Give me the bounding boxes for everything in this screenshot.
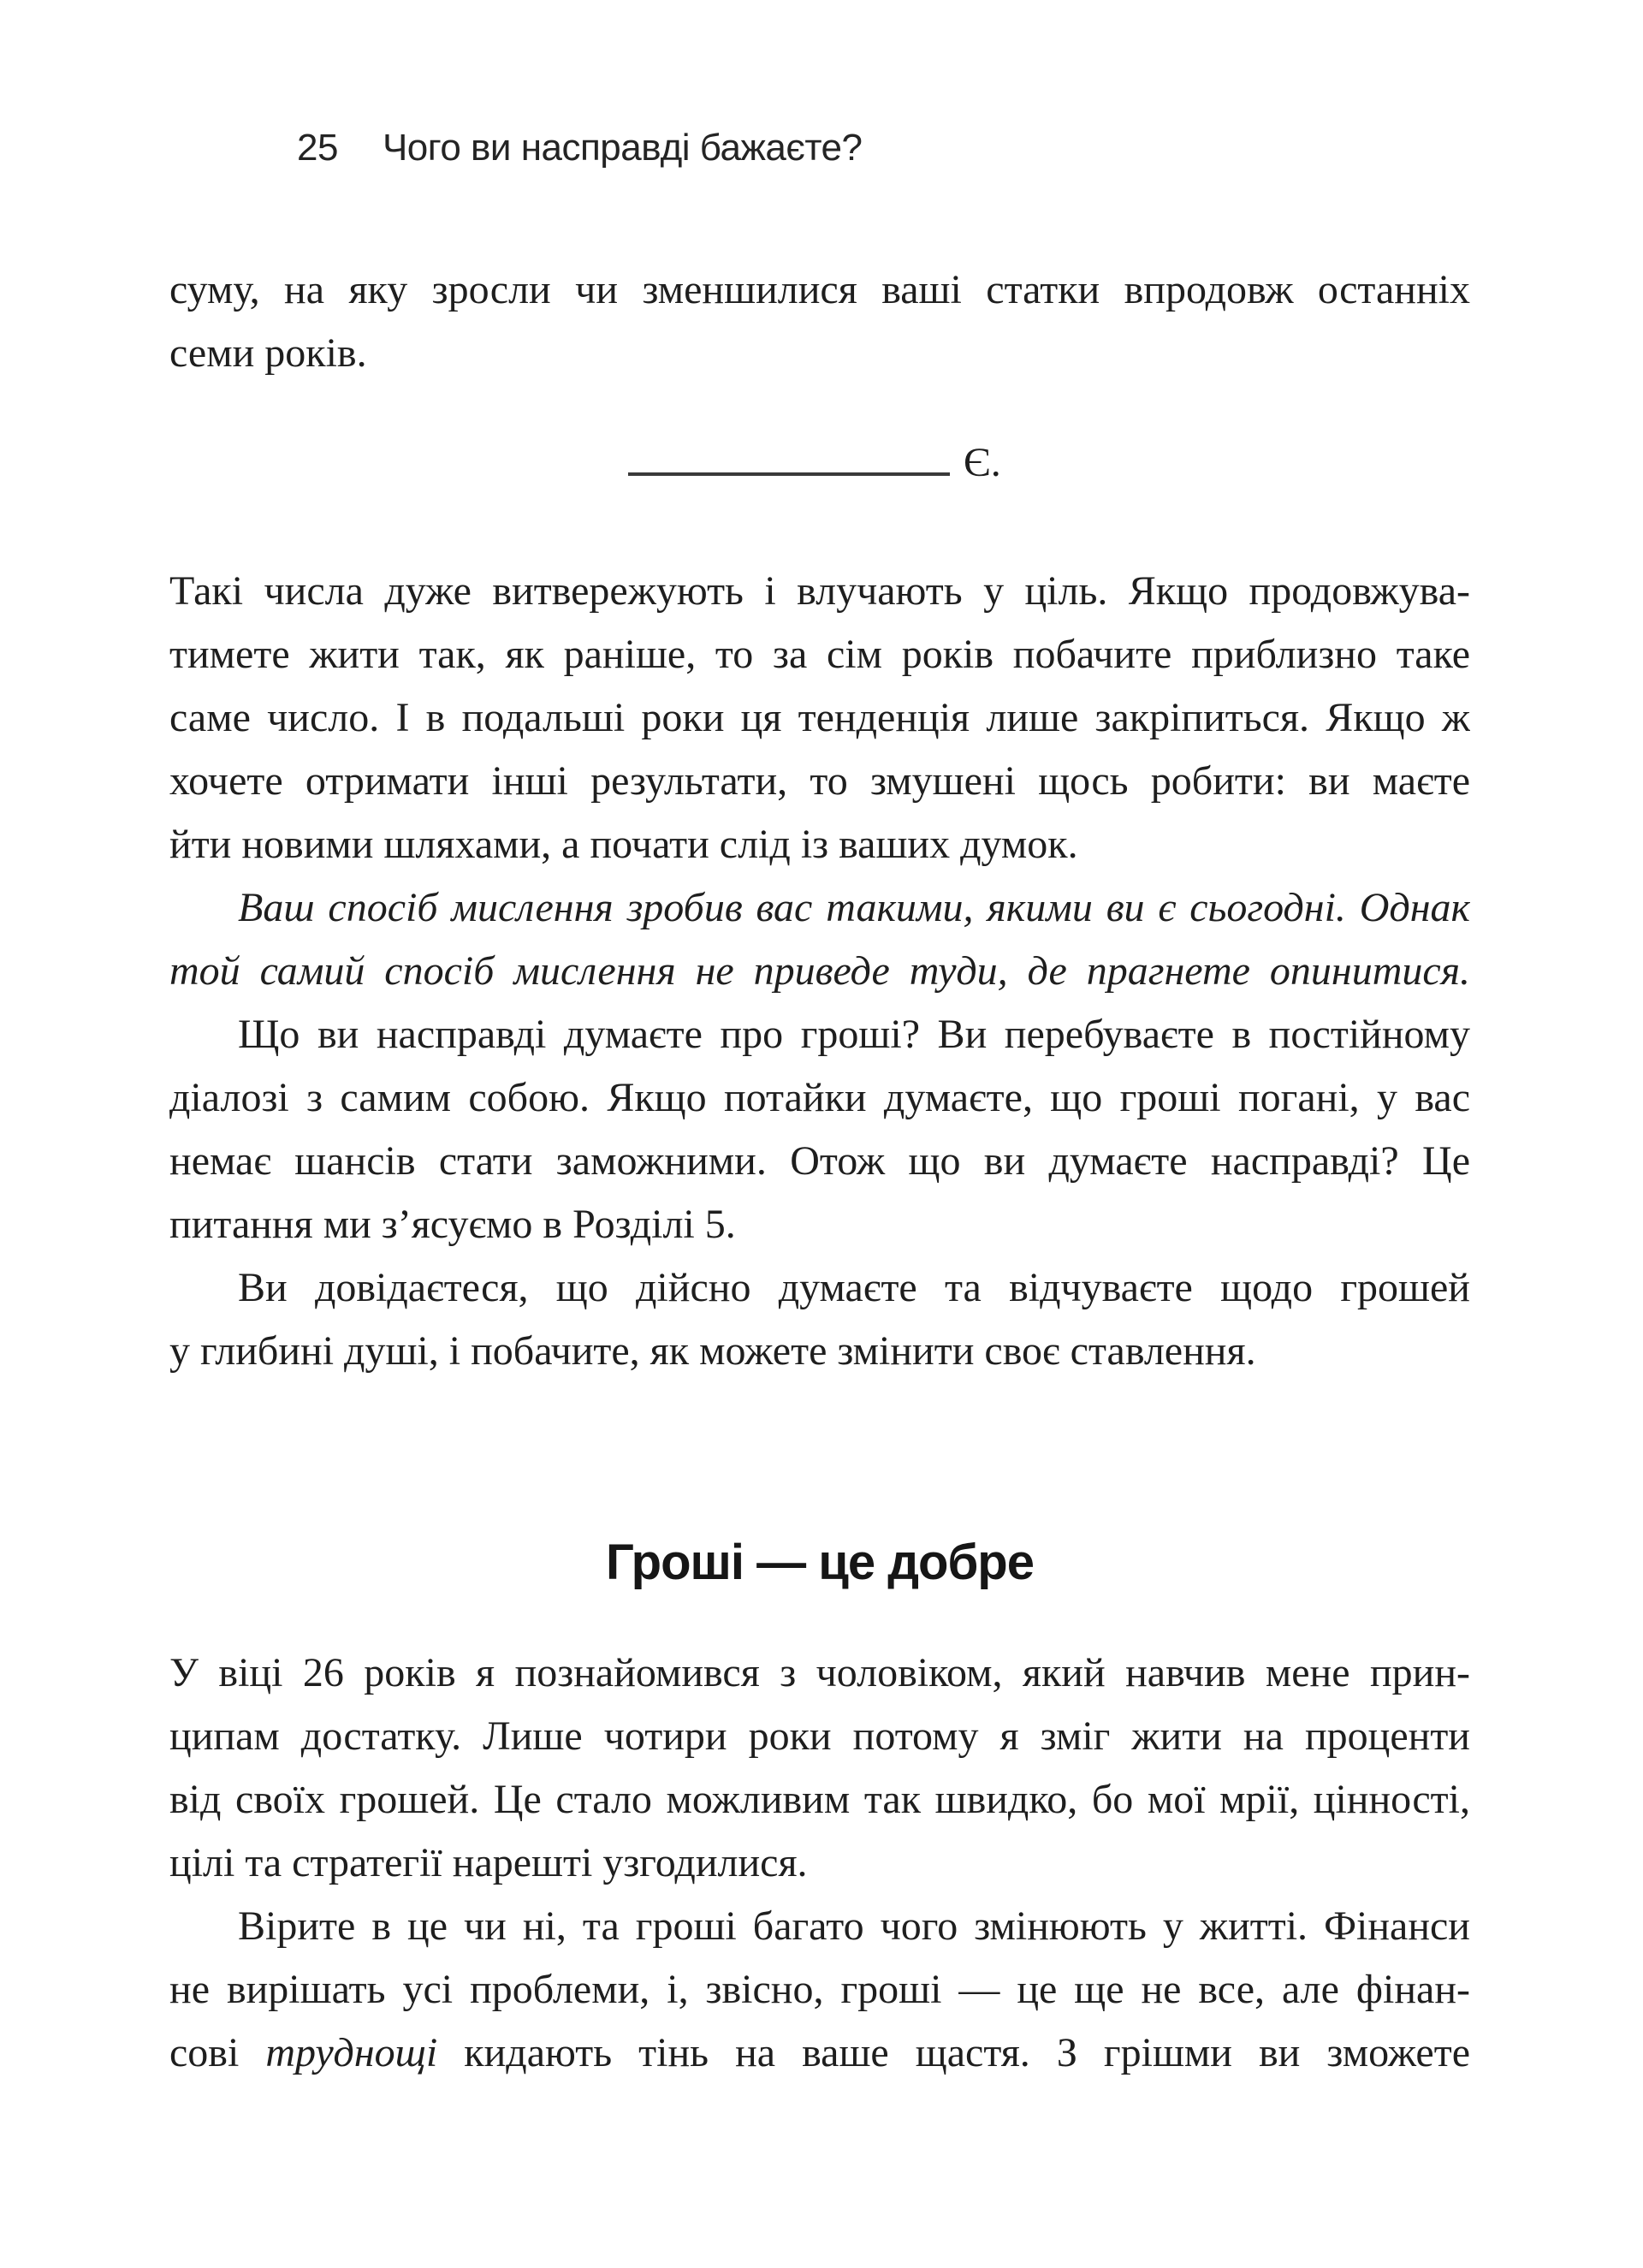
text-line: діалозі з самим собою. Якщо потайки думаєте, що гроші погані, у вас [169, 1075, 1470, 1120]
text-line: Ваш спосіб мислення зробив вас такими, якими ви є сьогодні. Однак [238, 885, 1470, 930]
paragraph [169, 1003, 1470, 1256]
text-line: Вірите в це чи ні, та гроші багато чого змінюють у житті. Фінанси [238, 1903, 1470, 1949]
section-heading: Гроші — це добре [606, 1535, 1034, 1590]
text-line: питання ми з’ясуємо в Розділі 5. [169, 1202, 736, 1247]
text-line: Що ви насправді думаєте про гроші? Ви перебуваєте в постійному [238, 1012, 1470, 1057]
text-line: у глибині душі, і побачите, як можете змінити своє ставлення. [169, 1328, 1256, 1374]
text-line: хочете отримати інші результати, то змушені щось робити: ви маєте [169, 758, 1470, 804]
text-segment-italic: труднощі [265, 2030, 438, 2075]
text-line: Ви довідаєтеся, що дійсно думаєте та відчуваєте щодо грошей [238, 1265, 1470, 1310]
text-line: не вирішать усі проблеми, і, звісно, гроші — це ще не все, але фінан- [169, 1967, 1470, 2012]
text-line: той самий спосіб мислення не приведе туди, де прагнете опинитися. [169, 948, 1470, 994]
text-line: йти новими шляхами, а почати слід із ваших думок. [169, 822, 1078, 867]
page-content [169, 0, 1470, 2085]
text-line: суму, на яку зросли чи зменшилися ваші статки впродовж останніх [169, 267, 1470, 312]
text-line: тимете жити так, як раніше, то за сім років побачите приблизно таке [169, 632, 1470, 677]
text-line: семи років. [169, 330, 367, 376]
fill-in-letter: Є. [964, 440, 1001, 485]
text-line: немає шансів стати заможними. Отож що ви думаєте насправді? Це [169, 1138, 1470, 1184]
text-segment: сові [169, 2030, 266, 2075]
text-line: цілі та стратегії нарешті узгодилися. [169, 1840, 808, 1885]
chapter-title: Чого ви насправді бажаєте? [382, 127, 863, 169]
text-line [169, 2022, 1470, 2085]
paragraph [169, 1642, 1470, 1895]
text-line: ципам достатку. Лише чотири роки потому я зміг жити на проценти [169, 1713, 1470, 1759]
paragraph-italic [169, 876, 1470, 1003]
text-line: від своїх грошей. Це стало можливим так швидко, бо мої мрії, цінності, [169, 1777, 1470, 1822]
fill-in-blank-row [169, 431, 1470, 495]
page-number: 25 [297, 127, 338, 169]
text-line: Такі числа дуже витвережують і влучають у ціль. Якщо продовжува- [169, 568, 1470, 614]
text-segment: кидають тінь на ваше щастя. З грішми ви зможете [437, 2030, 1470, 2075]
text-line: саме число. І в подальші роки ця тенденція лише закріпиться. Якщо ж [169, 695, 1470, 740]
paragraph [169, 1256, 1470, 1383]
blank-underline [628, 442, 950, 476]
paragraph [169, 560, 1470, 876]
paragraph [169, 1895, 1470, 2085]
paragraph-continued [169, 258, 1470, 385]
text-line: У віці 26 років я познайомився з чоловіком, який навчив мене прин- [169, 1650, 1470, 1695]
